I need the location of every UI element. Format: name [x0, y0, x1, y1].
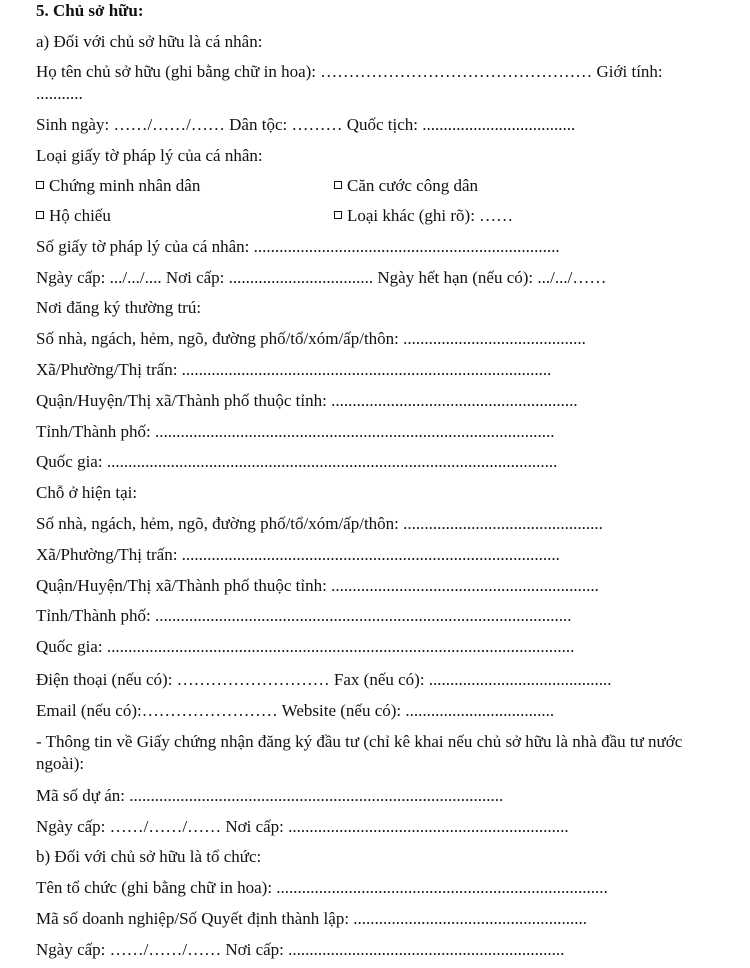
investment-note: - Thông tin về Giấy chứng nhận đăng ký đầu tư (chỉ kê khai nếu chủ sở hữu là nhà đầu tư nước ngoài):	[36, 732, 683, 773]
org-code-line: Mã số doanh nghiệp/Số Quyết định thành lập: .......................................................	[36, 909, 588, 928]
checkbox-other[interactable]	[334, 205, 513, 227]
dob-line: Sinh ngày: ……/……/…… Dân tộc: ……… Quốc tịch: ....................................	[36, 115, 576, 134]
owner-name-line: Họ tên chủ sở hữu (ghi bằng chữ in hoa): ………………………………………… Giới tính: ...........	[36, 62, 663, 103]
phone-fax-line: Điện thoại (nếu có): ……………………… Fax (nếu có): ...........................................	[36, 670, 612, 689]
id-number-line: Số giấy tờ pháp lý của cá nhân: ........................................................................	[36, 237, 560, 256]
org-issue-line: Ngày cấp: ……/……/…… Nơi cấp: .................................................................	[36, 940, 565, 959]
organization-heading: b) Đối với chủ sở hữu là tổ chức:	[36, 847, 262, 866]
id-options-row-1	[36, 175, 720, 197]
project-issue-line: Ngày cấp: ……/……/…… Nơi cấp: ..................................................................	[36, 817, 569, 836]
cmnd-label: Chứng minh nhân dân	[49, 176, 201, 195]
org-name-line: Tên tổ chức (ghi bằng chữ in hoa): ..............................................................................	[36, 878, 608, 897]
current-street: Số nhà, ngách, hẻm, ngõ, đường phố/tổ/xóm/ấp/thôn: ...............................................	[36, 514, 603, 533]
current-district: Quận/Huyện/Thị xã/Thành phố thuộc tỉnh: ...............................................................	[36, 576, 599, 595]
permanent-street: Số nhà, ngách, hẻm, ngõ, đường phố/tổ/xóm/ấp/thôn: ...........................................	[36, 329, 586, 348]
checkbox-icon	[334, 181, 342, 189]
permanent-country: Quốc gia: ..........................................................................................................	[36, 452, 558, 471]
permanent-district: Quận/Huyện/Thị xã/Thành phố thuộc tỉnh: ..........................................................	[36, 391, 578, 410]
checkbox-cccd[interactable]	[334, 175, 478, 197]
id-issue-line: Ngày cấp: .../.../.... Nơi cấp: .................................. Ngày hết hạn (nếu có): .../.../……	[36, 268, 607, 287]
current-country: Quốc gia: ..............................................................................................................	[36, 637, 575, 656]
checkbox-cmnd[interactable]	[36, 176, 200, 195]
permanent-province: Tỉnh/Thành phố: ..............................................................................................	[36, 422, 555, 441]
id-type-label: Loại giấy tờ pháp lý của cá nhân:	[36, 146, 263, 165]
permanent-label: Nơi đăng ký thường trú:	[36, 298, 202, 317]
individual-heading: a) Đối với chủ sở hữu là cá nhân:	[36, 32, 263, 51]
cccd-label: Căn cước công dân	[347, 176, 479, 195]
checkbox-icon	[36, 181, 44, 189]
current-ward: Xã/Phường/Thị trấn: .........................................................................................	[36, 545, 560, 564]
checkbox-passport[interactable]	[36, 206, 111, 225]
project-code-line: Mã số dự án: ........................................................................................	[36, 786, 504, 805]
checkbox-icon	[36, 211, 44, 219]
id-options-row-2	[36, 205, 720, 227]
permanent-ward: Xã/Phường/Thị trấn: .......................................................................................	[36, 360, 552, 379]
checkbox-icon	[334, 211, 342, 219]
current-label: Chỗ ở hiện tại:	[36, 483, 138, 502]
email-website-line: Email (nếu có):…………………… Website (nếu có): ...................................	[36, 701, 555, 720]
current-province: Tỉnh/Thành phố: ..................................................................................................	[36, 606, 572, 625]
section-title: 5. Chủ sở hữu:	[36, 1, 144, 20]
other-label: Loại khác (ghi rõ): ……	[347, 206, 514, 225]
passport-label: Hộ chiếu	[49, 206, 111, 225]
